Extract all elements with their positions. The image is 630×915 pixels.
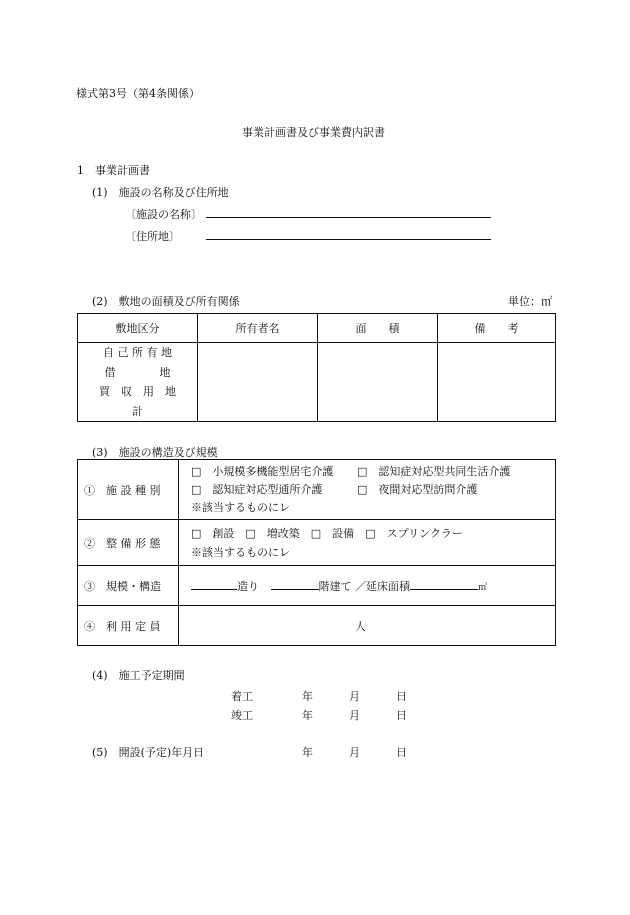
sub2-heading: (2) 敷地の面積及び所有関係 [92,295,240,308]
row-acquired-land: 買 収 用 地 [99,385,176,398]
structure-table [77,459,556,646]
facility-type-options [179,460,556,520]
start-label: 着工 [231,690,253,703]
open-day: 日 [396,746,407,759]
owner-cell[interactable] [198,343,318,422]
floor-area-unit: ㎡ [478,582,488,593]
row-total: 計 [132,404,143,418]
opt-small-multi[interactable]: □ 小規模多機能型居宅介護 [191,464,334,478]
development-type-options [179,520,556,566]
form-id: 様式第3号（第4条関係） [76,87,200,100]
section1-heading: 1 事業計画書 [77,164,150,177]
development-type-note: ※該当するものにレ [191,545,290,559]
sub5-heading: (5) 開設(予定)年月日 [92,746,205,759]
start-day: 日 [396,690,407,703]
opt-day-care[interactable]: □ 認知症対応型通所介護 [191,482,323,496]
site-class-list [78,343,198,422]
row-leased-land: 借 地 [104,365,171,379]
header-area: 面 積 [318,314,438,343]
capacity-cell[interactable] [179,606,556,646]
area-cell[interactable] [318,343,438,422]
development-options[interactable]: □ 創設 □ 増改築 □ 設備 □ スプリンクラー [191,526,463,540]
capacity-label: ④ 利 用 定 員 [78,606,179,646]
scale-structure-cell [179,566,556,606]
row-own-land: 自 己 所 有 地 [103,346,172,359]
opt-group-home[interactable]: □ 認知症対応型共同生活介護 [357,464,511,478]
capacity-unit: 人 [355,619,366,633]
remarks-cell[interactable] [438,343,556,422]
development-type-label: ② 整 備 形 態 [78,520,179,566]
floors-field[interactable] [271,579,319,590]
facility-name-label: 〔施設の名称〕 [125,208,202,221]
sub3-heading: (3) 施設の構造及び規模 [92,446,218,459]
start-month: 月 [349,690,360,703]
address-label: 〔住所地〕 [125,230,180,243]
floor-area-field[interactable] [410,579,478,590]
facility-name-field[interactable] [206,217,491,218]
sub4-heading: (4) 施工予定期間 [92,669,185,682]
end-month: 月 [349,709,360,722]
scale-structure-label: ③ 規模・構造 [78,566,179,606]
structure-type-field[interactable] [191,579,237,590]
start-year: 年 [302,690,313,703]
open-year: 年 [302,746,313,759]
document-title: 事業計画書及び事業費内訳書 [242,126,385,139]
end-day: 日 [396,709,407,722]
end-year: 年 [302,709,313,722]
sub1-heading: (1) 施設の名称及び住所地 [92,186,229,199]
facility-type-note: ※該当するものにレ [191,500,290,514]
opt-night-visit[interactable]: □ 夜間対応型訪問介護 [357,482,478,496]
floors-suffix: 階建て ／延床面積 [318,579,410,593]
facility-type-label: ① 施 設 種 別 [78,460,179,520]
header-owner: 所有者名 [198,314,318,343]
open-month: 月 [349,746,360,759]
header-site-class: 敷地区分 [78,314,198,343]
address-field[interactable] [206,239,491,240]
unit-label: 単位：㎡ [508,295,552,308]
structure-type-suffix: 造り [237,579,259,593]
end-label: 竣工 [231,709,253,722]
site-area-table [77,313,556,422]
header-remarks: 備 考 [438,314,556,343]
